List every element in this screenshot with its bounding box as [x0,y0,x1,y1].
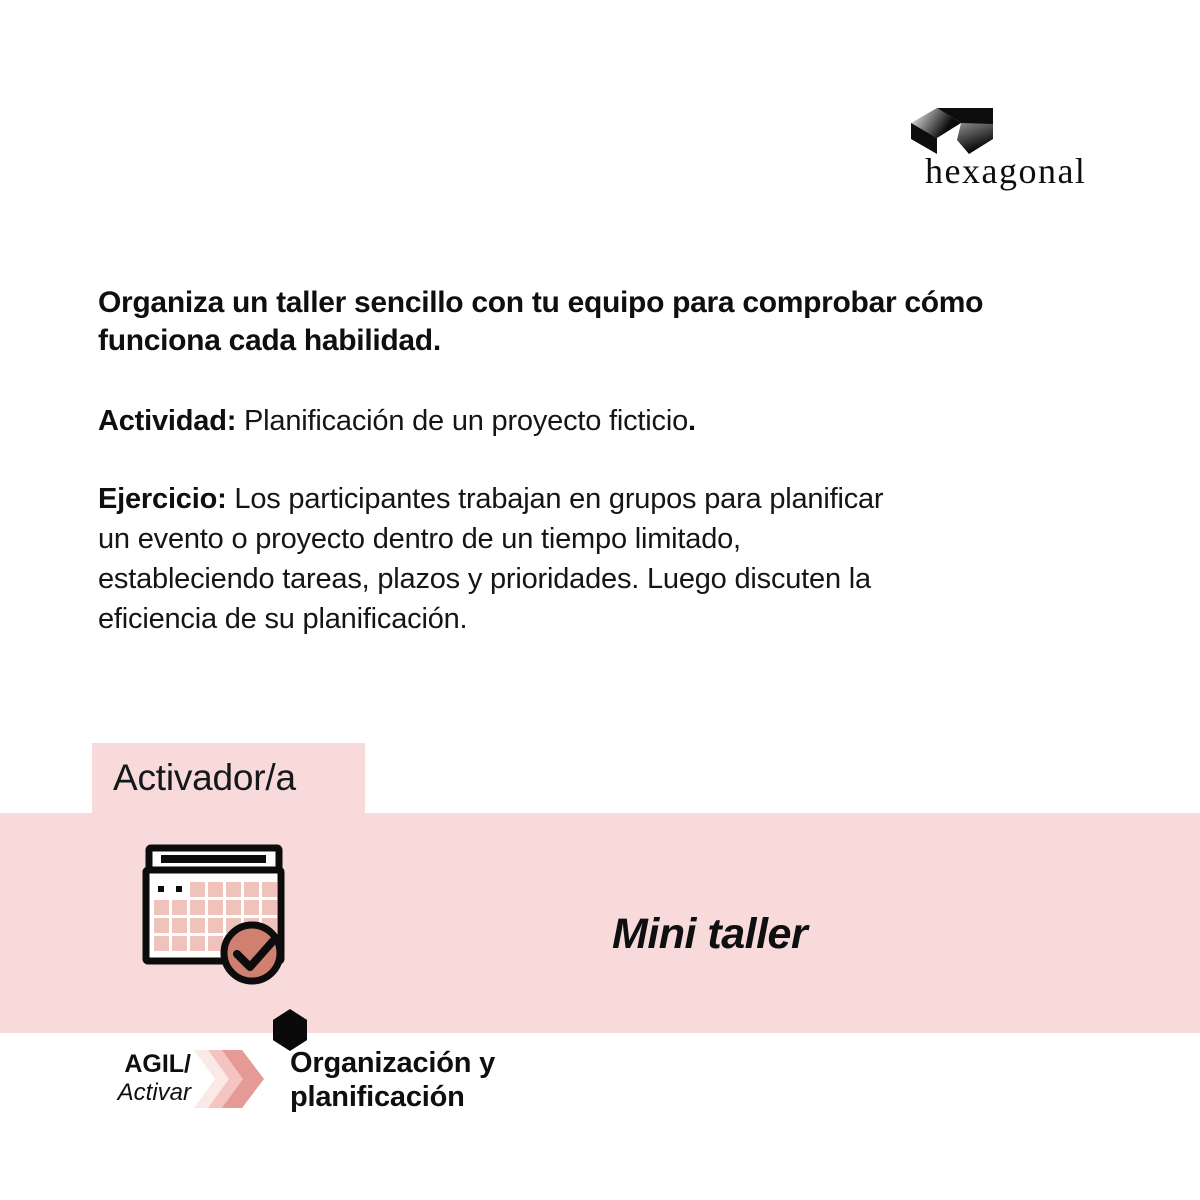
actividad-text: Planificación de un proyecto ficticio [236,405,688,437]
footer-category-line-1: Organización y [290,1047,496,1079]
ejercicio-text-line-2: un evento o proyecto dentro de un tiempo limitado, [98,523,741,555]
footer-category [290,1046,495,1114]
footer-category-line-2: planificación [290,1081,465,1113]
actividad-paragraph [98,401,1110,441]
ejercicio-paragraph [98,479,1110,639]
hexagonal-ribbon-logo-icon [908,106,996,156]
actividad-label: Actividad: [98,405,237,437]
ejercicio-text-line-1: Los participantes trabajan en grupos para planificar [226,483,884,515]
calendar-check-icon [140,843,286,986]
footer-brand-top: AGIL/ [124,1050,191,1078]
ejercicio-text-line-3: estableciendo tareas, plazos y prioridades. Luego discuten la [98,563,871,595]
footer-brand [96,1051,191,1106]
role-tab-label: Activador/a [113,757,296,798]
banner-title: Mini taller [612,910,808,958]
role-tab [92,743,365,813]
ejercicio-label: Ejercicio: [98,483,227,515]
intro-paragraph: Organiza un taller sencillo con tu equipo para comprobar cómo funciona cada habilidad. [98,286,984,357]
activity-banner [0,813,1200,1033]
brand-name: hexagonal [925,151,1087,191]
ejercicio-text-line-4: eficiencia de su planificación. [98,603,468,635]
body-text [98,284,1110,639]
footer-brand-bottom: Activar [117,1079,191,1106]
brand-logo [906,106,1116,192]
triple-chevron-right-icon [194,1050,266,1108]
actividad-period: . [688,405,696,437]
